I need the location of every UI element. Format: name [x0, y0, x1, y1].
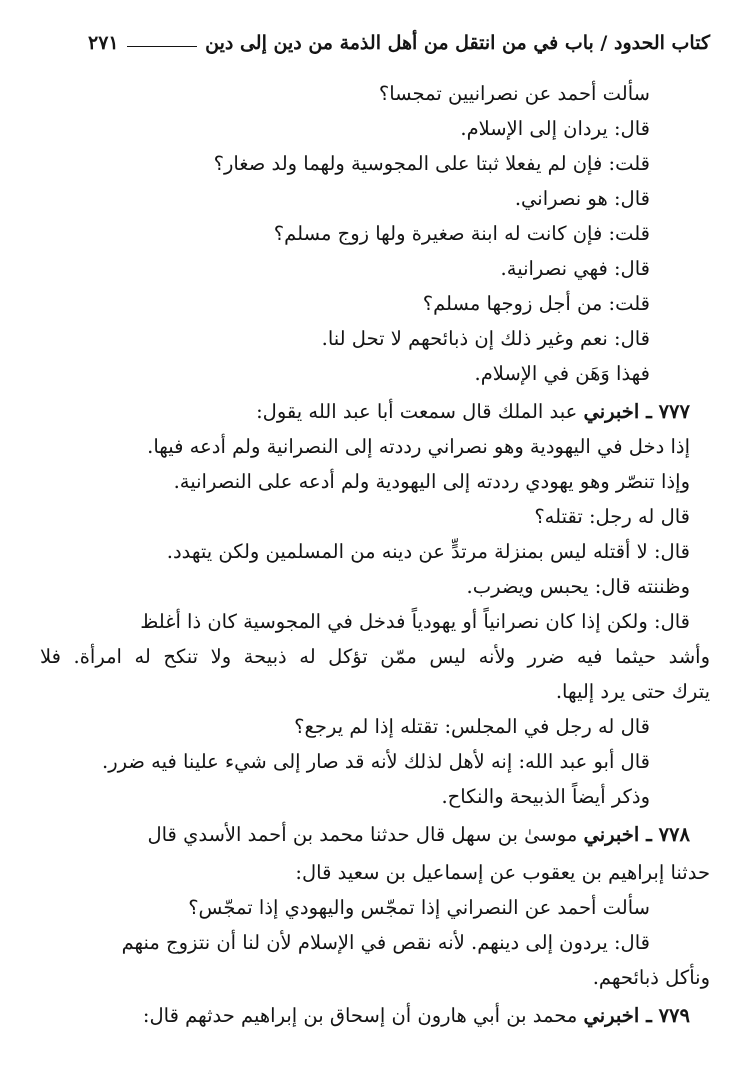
line-text: قلت: من أجل زوجها مسلم؟	[422, 292, 650, 315]
hadith-number: ٧٧٨ ـ اخبرني	[583, 823, 690, 846]
line-text: عبد الملك قال سمعت أبا عبد الله يقول:	[256, 400, 584, 423]
text-line	[256, 397, 690, 427]
page-number: ٢٧١	[88, 32, 119, 54]
text-line	[143, 1001, 690, 1031]
line-text: قال: هو نصراني.	[514, 187, 650, 210]
text-line	[122, 928, 650, 958]
text-line	[534, 502, 690, 532]
line-text: قال: نعم وغير ذلك إن ذبائحهم لا تحل لنا.	[321, 327, 650, 350]
text-line	[441, 782, 650, 812]
line-text: قال أبو عبد الله: إنه لأهل لذلك لأنه قد صار إلى شيء علينا فيه ضرر.	[102, 750, 650, 773]
text-line	[147, 820, 690, 850]
line-text: وظننته قال: يحبس ويضرب.	[466, 575, 690, 598]
line-text: قال: يردان إلى الإسلام.	[460, 117, 650, 140]
text-line	[214, 149, 650, 179]
line-text: موسىٰ بن سهل قال حدثنا محمد بن أحمد الأسدي قال	[147, 823, 584, 846]
line-text: حدثنا إبراهيم بن يعقوب عن إسماعيل بن سعيد قال:	[295, 861, 710, 884]
line-text: فهذا وَهَن في الإسلام.	[474, 362, 650, 385]
line-text: قلت: فإن لم يفعلا ثبتا على المجوسية ولهما ولد صغار؟	[213, 152, 650, 175]
line-text: وأشد حيثما فيه ضرر ولأنه ليس ممّن تؤكل له ذبيحة ولا تنكح له امرأة. فلا	[40, 645, 710, 668]
line-text: قال: فهي نصرانية.	[500, 257, 650, 280]
text-line	[140, 607, 690, 637]
hadith-number: ٧٧٧ ـ اخبرني	[583, 400, 690, 423]
text-line	[40, 642, 710, 672]
text-line	[147, 432, 690, 462]
running-header	[88, 30, 710, 56]
line-text: سألت أحمد عن النصراني إذا تمجّس واليهودي إذا تمجّس؟	[188, 896, 650, 919]
line-text: ونأكل ذبائحهم.	[592, 966, 710, 989]
text-line	[501, 254, 650, 284]
text-line	[515, 184, 650, 214]
text-line	[322, 324, 650, 354]
text-line	[295, 858, 710, 888]
text-line	[475, 359, 650, 389]
header-rule	[127, 46, 198, 47]
line-text: وذكر أيضاً الذبيحة والنكاح.	[441, 785, 650, 808]
text-line	[167, 537, 690, 567]
line-text: قال له رجل: تقتله؟	[534, 505, 690, 528]
text-line	[379, 79, 650, 109]
text-line	[460, 114, 650, 144]
line-text: سألت أحمد عن نصرانيين تمجسا؟	[378, 82, 650, 105]
line-text: وإذا تنصّر وهو يهودي رددته إلى اليهودية ولم أدعه على النصرانية.	[173, 470, 690, 493]
text-line	[102, 747, 650, 777]
hadith-number: ٧٧٩ ـ اخبرني	[583, 1004, 690, 1027]
line-text: قال له رجل في المجلس: تقتله إذا لم يرجع؟	[294, 715, 650, 738]
text-line	[174, 467, 690, 497]
line-text: قال: ولكن إذا كان نصرانياً أو يهودياً فدخل في المجوسية كان ذا أغلظ	[140, 610, 690, 633]
line-text: محمد بن أبي هارون أن إسحاق بن إبراهيم حدثهم قال:	[142, 1004, 584, 1027]
line-text: يترك حتى يرد إليها.	[555, 680, 710, 703]
line-text: إذا دخل في اليهودية وهو نصراني رددته إلى النصرانية ولم أدعه فيها.	[147, 435, 690, 458]
text-line	[556, 677, 710, 707]
text-line	[467, 572, 690, 602]
text-line	[593, 963, 710, 993]
text-line	[423, 289, 650, 319]
line-text: قلت: فإن كانت له ابنة صغيرة ولها زوج مسلم؟	[273, 222, 650, 245]
text-line	[294, 712, 650, 742]
text-line	[274, 219, 650, 249]
line-text: قال: لا أقتله ليس بمنزلة مرتدٍّ عن دينه من المسلمين ولكن يتهدد.	[166, 540, 690, 563]
line-text: قال: يردون إلى دينهم. لأنه نقص في الإسلام لأن لنا أن نتزوج منهم	[121, 931, 650, 954]
header-title: كتاب الحدود / باب في من انتقل من أهل الذمة من دين إلى دين	[205, 32, 710, 54]
text-line	[188, 893, 650, 923]
